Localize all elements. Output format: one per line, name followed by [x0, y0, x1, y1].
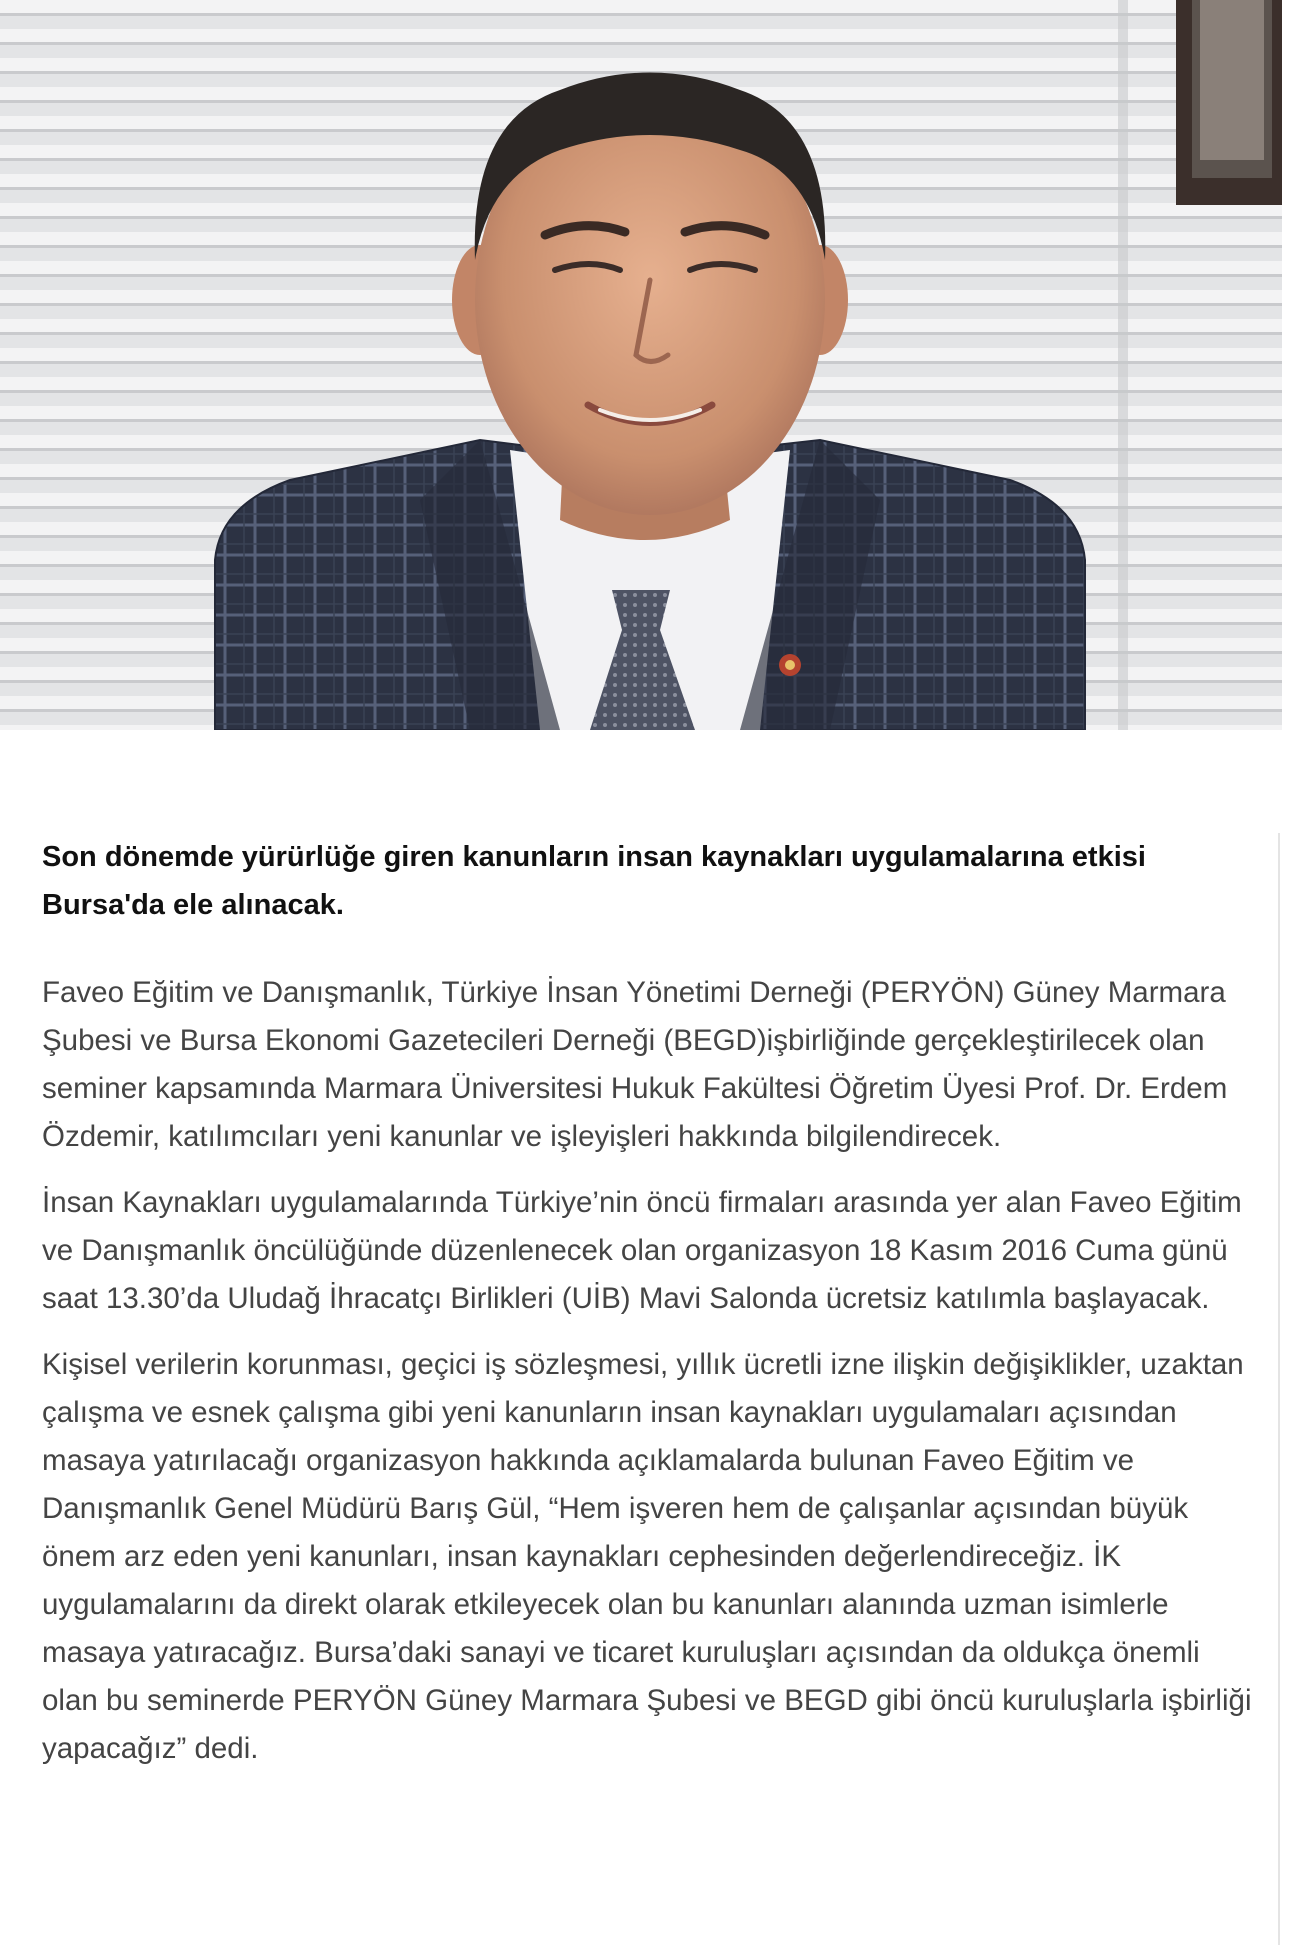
article-lead: Son dönemde yürürlüğe giren kanunların insan kaynakları uygulamalarına etkisi Bursa'da ele alınacak.	[42, 841, 1146, 921]
article-body	[0, 833, 1280, 1945]
article-paragraph: Faveo Eğitim ve Danışmanlık, Türkiye İnsan Yönetimi Derneği (PERYÖN) Güney Marmara Şubesi ve Bursa Ekonomi Gazetecileri Derneği (BEGD)işbirliğinde gerçekleştirilecek olan seminer kapsamında Marmara Üniversitesi Hukuk Fakültesi Öğretim Üyesi Prof. Dr. Erdem Özdemir, katılımcıları yeni kanunlar ve işleyişleri hakkında bilgilendirecek.	[42, 976, 1228, 1153]
article-photo	[0, 0, 1282, 730]
article-paragraph: Kişisel verilerin korunması, geçici iş sözleşmesi, yıllık ücretli izne ilişkin değişiklikler, uzaktan çalışma ve esnek çalışma gibi yeni kanunların insan kaynakları uygulamaları açısından masaya yatırılacağı organizasyon hakkında açıklamalarda bulunan Faveo Eğitim ve Danışmanlık Genel Müdürü Barış Gül, “Hem işveren hem de çalışanlar açısından büyük önem arz eden yeni kanunları, insan kaynakları cephesinden değerlendireceğiz. İK uygulamalarını da direkt olarak etkileyecek olan bu kanunları alanında uzman isimlerle masaya yatıracağız. Bursa’daki sanayi ve ticaret kuruluşları açısından da oldukça önemli olan bu seminerde PERYÖN Güney Marmara Şubesi ve BEGD gibi öncü kuruluşlarla işbirliği yapacağız” dedi.	[42, 1348, 1252, 1765]
article-paragraph: İnsan Kaynakları uygulamalarında Türkiye’nin öncü firmaları arasında yer alan Faveo Eğitim ve Danışmanlık öncülüğünde düzenlenecek olan organizasyon 18 Kasım 2016 Cuma günü saat 13.30’da Uludağ İhracatçı Birlikleri (UİB) Mavi Salonda ücretsiz katılımla başlayacak.	[42, 1186, 1242, 1315]
